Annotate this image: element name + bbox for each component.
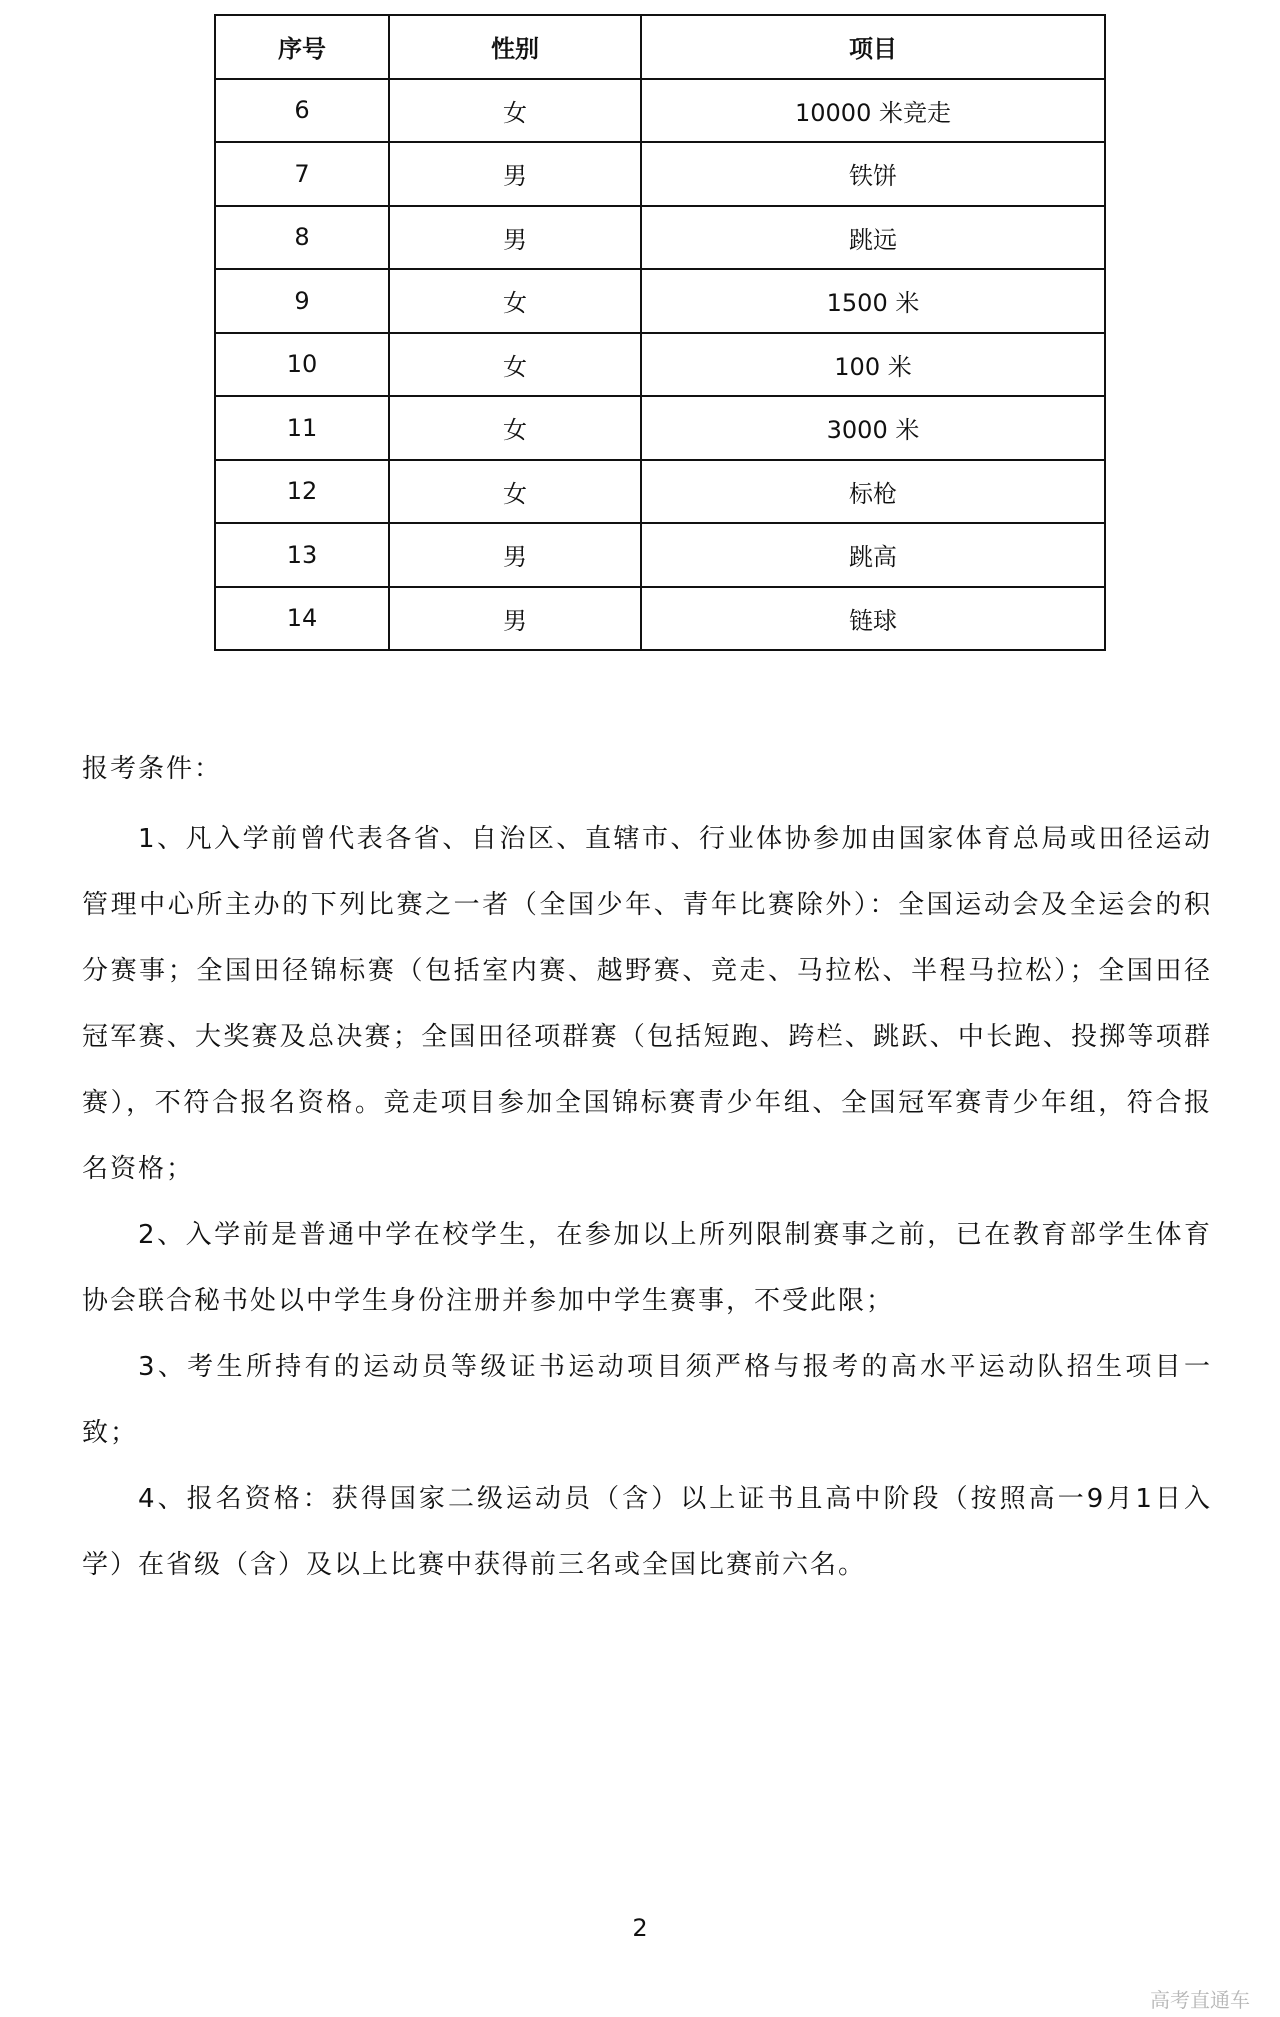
cell-gender: 女 xyxy=(389,333,641,397)
cell-gender: 女 xyxy=(389,396,641,460)
table-row xyxy=(215,269,1105,333)
condition-paragraph-4: 4、报名资格：获得国家二级运动员（含）以上证书且高中阶段（按照高一9月1日入学）在省级（含）及以上比赛中获得前三名或全国比赛前六名。 xyxy=(82,1484,1212,1580)
table-row xyxy=(215,142,1105,206)
cell-number: 12 xyxy=(215,460,389,524)
cell-number: 9 xyxy=(215,269,389,333)
table-row xyxy=(215,523,1105,587)
cell-number: 13 xyxy=(215,523,389,587)
cell-event: 3000 米 xyxy=(641,396,1105,460)
cell-gender: 女 xyxy=(389,269,641,333)
cell-event: 跳远 xyxy=(641,206,1105,270)
cell-gender: 男 xyxy=(389,206,641,270)
cell-event: 铁饼 xyxy=(641,142,1105,206)
cell-gender: 男 xyxy=(389,587,641,651)
cell-gender: 男 xyxy=(389,523,641,587)
table-row xyxy=(215,206,1105,270)
header-gender: 性别 xyxy=(389,15,641,79)
cell-number: 11 xyxy=(215,396,389,460)
cell-event: 100 米 xyxy=(641,333,1105,397)
conditions-body xyxy=(82,806,1212,1598)
cell-event: 链球 xyxy=(641,587,1105,651)
cell-gender: 女 xyxy=(389,460,641,524)
cell-event: 10000 米竞走 xyxy=(641,79,1105,143)
cell-gender: 男 xyxy=(389,142,641,206)
header-number: 序号 xyxy=(215,15,389,79)
table-row xyxy=(215,333,1105,397)
condition-paragraph-2: 2、入学前是普通中学在校学生，在参加以上所列限制赛事之前，已在教育部学生体育协会联合秘书处以中学生身份注册并参加中学生赛事，不受此限； xyxy=(82,1220,1212,1316)
condition-paragraph-3: 3、考生所持有的运动员等级证书运动项目须严格与报考的高水平运动队招生项目一致； xyxy=(82,1352,1212,1448)
cell-event: 跳高 xyxy=(641,523,1105,587)
table-row xyxy=(215,587,1105,651)
header-event: 项目 xyxy=(641,15,1105,79)
table-row xyxy=(215,460,1105,524)
cell-number: 7 xyxy=(215,142,389,206)
cell-number: 6 xyxy=(215,79,389,143)
sports-items-table xyxy=(214,14,1106,651)
table-header-row xyxy=(215,15,1105,79)
table-row xyxy=(215,396,1105,460)
table-row xyxy=(215,79,1105,143)
watermark: 高考直通车 xyxy=(1150,1988,1250,2012)
page-number: 2 xyxy=(632,1914,648,1942)
condition-paragraph-1: 1、凡入学前曾代表各省、自治区、直辖市、行业体协参加由国家体育总局或田径运动管理中心所主办的下列比赛之一者（全国少年、青年比赛除外）：全国运动会及全运会的积分赛事；全国田径锦标赛（包括室内赛、越野赛、竞走、马拉松、半程马拉松）；全国田径冠军赛、大奖赛及总决赛；全国田径项群赛（包括短跑、跨栏、跳跃、中长跑、投掷等项群赛），不符合报名资格。竞走项目参加全国锦标赛青少年组、全国冠军赛青少年组，符合报名资格； xyxy=(82,824,1212,1184)
cell-gender: 女 xyxy=(389,79,641,143)
cell-number: 8 xyxy=(215,206,389,270)
cell-event: 标枪 xyxy=(641,460,1105,524)
cell-number: 10 xyxy=(215,333,389,397)
cell-event: 1500 米 xyxy=(641,269,1105,333)
cell-number: 14 xyxy=(215,587,389,651)
conditions-heading: 报考条件： xyxy=(82,754,223,784)
